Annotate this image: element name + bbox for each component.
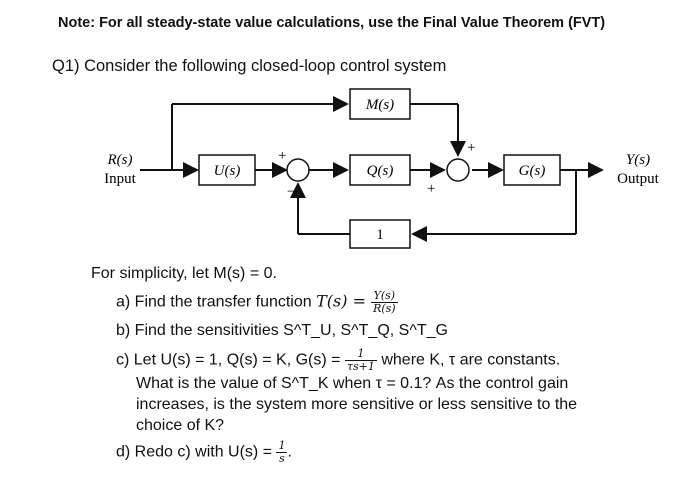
block-m-label: M(s) bbox=[365, 97, 395, 113]
sum2-plus-sign-left: + bbox=[427, 181, 436, 197]
intro-text: For simplicity, let M(s) = 0. bbox=[91, 265, 277, 282]
block-unity-label: 1 bbox=[376, 227, 384, 243]
input-symbol: R(s) bbox=[107, 152, 133, 168]
sum1-plus-sign: + bbox=[278, 148, 287, 164]
block-q-label: Q(s) bbox=[366, 163, 394, 179]
input-word: Input bbox=[104, 171, 136, 187]
part-c-line1: c) Let U(s) = 1, Q(s) = K, G(s) = $\frac{1}{\tau s+1}$ where K, τ are constants. bbox=[116, 347, 561, 373]
sum1-minus-sign: − bbox=[287, 184, 296, 200]
part-c-line3: increases, is the system more sensitive or less sensitive to the bbox=[136, 396, 578, 413]
note-heading: Note: For all steady-state value calculations, use the Final Value Theorem (FVT) bbox=[58, 15, 606, 31]
block-g-label: G(s) bbox=[518, 163, 546, 179]
part-b: b) Find the sensitivities S^T_U, S^T_Q, S^T_G bbox=[116, 322, 448, 339]
block-u-label: U(s) bbox=[213, 163, 241, 179]
question-title: Q1) Consider the following closed-loop control system bbox=[52, 57, 447, 75]
summing-junction-2 bbox=[447, 159, 469, 181]
part-a: a) Find the transfer function T(s) = $\frac{Y(s)}{R(s)}$ bbox=[116, 289, 396, 315]
part-c-line2: What is the value of S^T_K when τ = 0.1? As the control gain bbox=[136, 375, 569, 392]
summing-junction-1 bbox=[287, 159, 309, 181]
part-d: d) Redo c) with U(s) = $\frac{1}{s}$ . bbox=[116, 439, 292, 465]
part-c-line4: choice of K? bbox=[136, 417, 225, 434]
output-symbol: Y(s) bbox=[625, 152, 651, 168]
output-word: Output bbox=[617, 171, 659, 187]
sum2-plus-sign-top: + bbox=[467, 140, 476, 156]
